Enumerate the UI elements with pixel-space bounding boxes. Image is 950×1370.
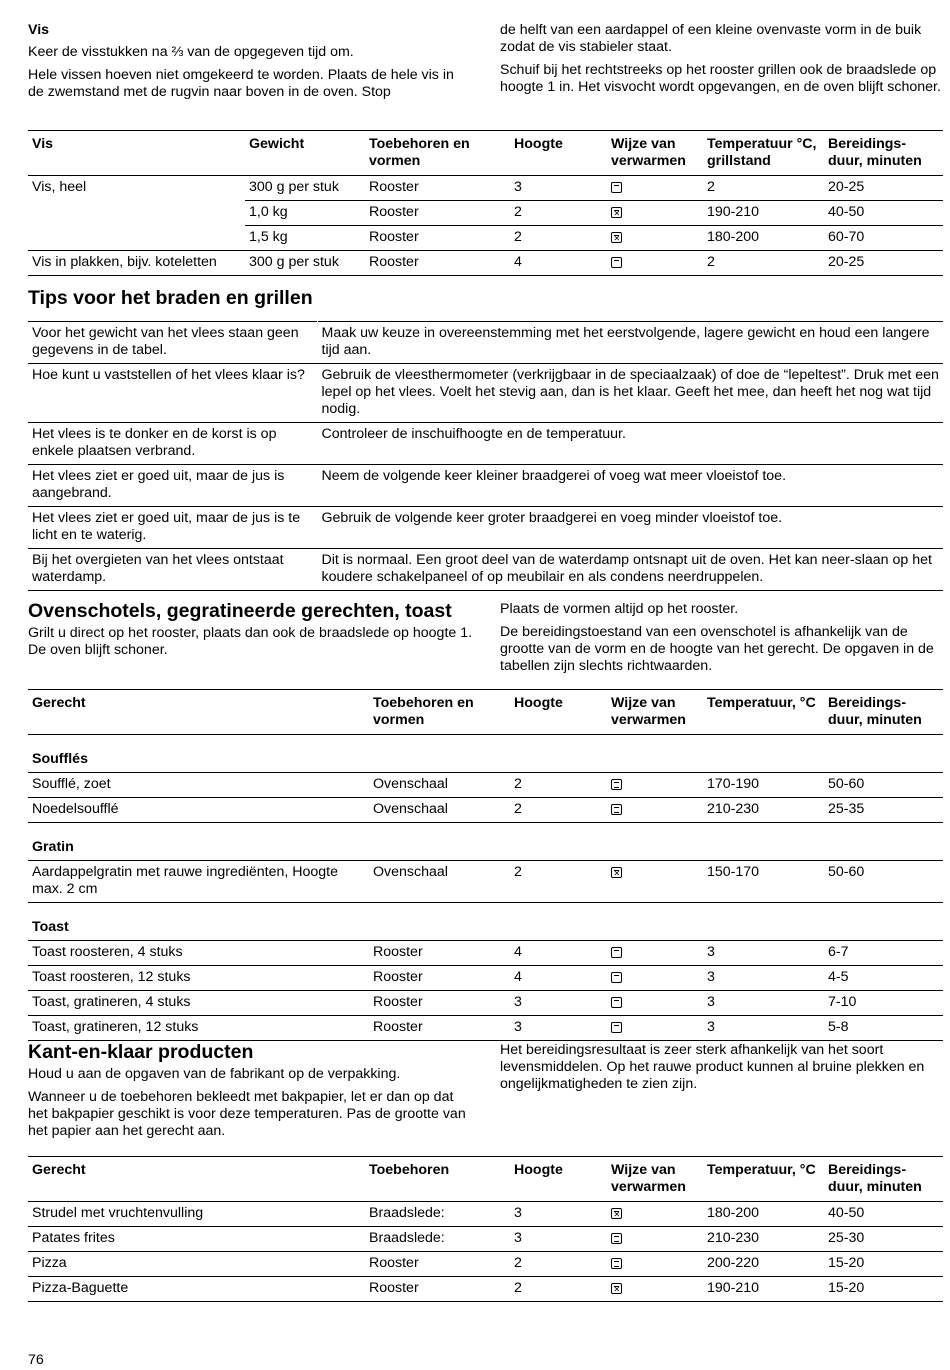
- group-title: Soufflés: [28, 735, 943, 773]
- oven-heading: Ovenschotels, gegratineerde gerechten, toast: [28, 600, 452, 622]
- heating-mode: [607, 966, 703, 991]
- vis-paragraph-4: Schuif bij het rechtstreeks op het rooster grillen ook de braadslede op hoogte 1 in. Het visvocht wordt opgevangen, en de oven blijft schoner.: [500, 62, 941, 95]
- level: 3: [510, 176, 607, 201]
- col-header: Toebehoren en vormen: [369, 136, 470, 169]
- heating-mode: [607, 941, 703, 966]
- dish-name: Pizza-Baguette: [28, 1277, 365, 1302]
- tips-row: [28, 549, 943, 591]
- duration: 25-35: [824, 798, 943, 823]
- accessory: Rooster: [369, 966, 510, 991]
- dish-name: Pizza: [28, 1252, 365, 1277]
- tip-answer: Neem de volgende keer kleiner braadgerei of voeg wat meer vloeistof toe.: [317, 465, 943, 507]
- tips-row: [28, 507, 943, 549]
- table-row: [28, 798, 943, 823]
- duration: 50-60: [824, 773, 943, 798]
- level: 2: [510, 1252, 607, 1277]
- grill-icon: [611, 182, 622, 193]
- accessory: Ovenschaal: [369, 861, 510, 903]
- oven-paragraph-2: Plaats de vormen altijd op het rooster.: [500, 601, 739, 617]
- group-title: Toast: [28, 903, 943, 941]
- temperature: 2: [703, 176, 824, 201]
- group-row: [28, 903, 943, 941]
- table-row: [28, 991, 943, 1016]
- tip-question: Voor het gewicht van het vlees staan geen gegevens in de tabel.: [28, 322, 317, 364]
- duration: 6-7: [824, 941, 943, 966]
- duration: 40-50: [824, 201, 943, 226]
- tips-row: [28, 364, 943, 423]
- kant-paragraph-3: Het bereidingsresultaat is zeer sterk afhankelijk van het soort levensmiddelen. Op het rauwe product kunnen al bruine plekken en ongelijkmatigheden te zien zijn.: [500, 1042, 925, 1092]
- grill-icon: [611, 257, 622, 268]
- table-row: [28, 773, 943, 798]
- duration: 5-8: [824, 1016, 943, 1041]
- oven-paragraph-1: Grilt u direct op het rooster, plaats dan ook de braadslede op hoogte 1. De oven blijft schoner.: [28, 625, 473, 658]
- temperature: 210-230: [703, 798, 824, 823]
- level: 4: [510, 941, 607, 966]
- grill-icon: [611, 997, 622, 1008]
- dish-name: Toast roosteren, 4 stuks: [28, 941, 369, 966]
- group-row: [28, 823, 943, 861]
- dish-name: Strudel met vruchtenvulling: [28, 1202, 365, 1227]
- tip-answer: Controleer de inschuifhoogte en de temperatuur.: [317, 423, 943, 465]
- tip-answer: Maak uw keuze in overeenstemming met het eerstvolgende, lagere gewicht en houd een langere tijd aan.: [317, 322, 943, 364]
- temperature: 210-230: [703, 1227, 824, 1252]
- table-row: [28, 226, 943, 251]
- heating-mode: [607, 1277, 703, 1302]
- oven-paragraph-3: De bereidingstoestand van een ovenschotel is afhankelijk van de grootte van de vorm en de hoogte van het gerecht. De opgaven in de tabellen zijn slechts richtwaarden.: [500, 624, 934, 674]
- dish-name: Toast, gratineren, 12 stuks: [28, 1016, 369, 1041]
- tip-answer: Dit is normaal. Een groot deel van de waterdamp ontsnapt uit de oven. Het kan neer-slaan op het koudere schakelpaneel of op meubilair en als condens neerdruppelen.: [317, 549, 943, 591]
- oven-table: [28, 689, 943, 1041]
- group-title: Gratin: [28, 823, 943, 861]
- grill-icon: [611, 1022, 622, 1033]
- tips-heading: Tips voor het braden en grillen: [28, 287, 313, 309]
- fan-grill-icon: ✕: [611, 207, 622, 218]
- vis-table: [28, 130, 943, 276]
- temperature: 200-220: [703, 1252, 824, 1277]
- page-number: 76: [28, 1352, 44, 1368]
- duration: 50-60: [824, 861, 943, 903]
- kant-heading: Kant-en-klaar producten: [28, 1041, 254, 1063]
- accessory: Rooster: [365, 226, 510, 251]
- vis-paragraph-1: Keer de visstukken na ⅔ van de opgegeven tijd om.: [28, 44, 354, 60]
- grill-icon: [611, 972, 622, 983]
- heating-mode: [607, 1202, 703, 1227]
- accessory: Ovenschaal: [369, 798, 510, 823]
- heating-mode: [607, 201, 703, 226]
- table-row: [28, 966, 943, 991]
- level: 2: [510, 226, 607, 251]
- heating-mode: [607, 1252, 703, 1277]
- group-row: [28, 735, 943, 773]
- duration: 40-50: [824, 1202, 943, 1227]
- kant-intro-left: [28, 1041, 473, 1146]
- temperature: 3: [703, 991, 824, 1016]
- top-bottom-heat-icon: [611, 1258, 622, 1269]
- heating-mode: [607, 991, 703, 1016]
- accessory: Ovenschaal: [369, 773, 510, 798]
- col-header: Gerecht: [32, 695, 86, 711]
- level: 3: [510, 991, 607, 1016]
- vis-paragraph-2: Hele vissen hoeven niet omgekeerd te worden. Plaats de hele vis in de zwemstand met de rugvin naar boven in de oven. Stop: [28, 67, 454, 100]
- col-header: Bereidings-duur, minuten: [828, 136, 922, 169]
- accessory: Rooster: [365, 251, 510, 276]
- table-row: [28, 1202, 943, 1227]
- table-row: [28, 1252, 943, 1277]
- level: 3: [510, 1202, 607, 1227]
- duration: 25-30: [824, 1227, 943, 1252]
- temperature: 190-210: [703, 1277, 824, 1302]
- kant-table: [28, 1156, 943, 1302]
- accessory: Rooster: [365, 176, 510, 201]
- heating-mode: [607, 1227, 703, 1252]
- fish-name: [28, 226, 245, 251]
- col-header: Bereidings-duur, minuten: [828, 1162, 922, 1195]
- accessory: Rooster: [369, 941, 510, 966]
- kant-intro-right: [500, 1042, 942, 1099]
- table-row: [28, 1227, 943, 1252]
- accessory: Rooster: [365, 1277, 510, 1302]
- vis-intro-right: [500, 22, 942, 102]
- heating-mode: [607, 798, 703, 823]
- oven-intro-right: [500, 601, 942, 681]
- tip-question: Hoe kunt u vaststellen of het vlees klaar is?: [28, 364, 317, 423]
- fish-name: Vis, heel: [32, 179, 87, 195]
- fan-grill-icon: ✕: [611, 232, 622, 243]
- tips-row: [28, 322, 943, 364]
- temperature: 3: [703, 941, 824, 966]
- weight: 1,0 kg: [245, 201, 365, 226]
- col-header: Wijze van verwarmen: [611, 695, 686, 728]
- tip-question: Het vlees is te donker en de korst is op enkele plaatsen verbrand.: [28, 423, 317, 465]
- weight: 300 g per stuk: [245, 176, 365, 201]
- col-header: Temperatuur, °C: [707, 695, 816, 711]
- level: 3: [510, 1227, 607, 1252]
- temperature: 3: [703, 966, 824, 991]
- col-header: Gerecht: [32, 1162, 86, 1178]
- vis-intro-left: [28, 22, 473, 107]
- temperature: 180-200: [703, 1202, 824, 1227]
- duration: 20-25: [824, 176, 943, 201]
- kant-paragraph-1: Houd u aan de opgaven van de fabrikant op de verpakking.: [28, 1066, 401, 1082]
- accessory: Rooster: [369, 991, 510, 1016]
- duration: 60-70: [824, 226, 943, 251]
- col-header: Gewicht: [249, 136, 305, 152]
- table-row: [28, 201, 943, 226]
- col-header: Hoogte: [514, 1162, 563, 1178]
- accessory: Rooster: [365, 201, 510, 226]
- accessory: Rooster: [369, 1016, 510, 1041]
- level: 2: [510, 201, 607, 226]
- top-bottom-heat-icon: [611, 1233, 622, 1244]
- table-row: [28, 861, 943, 903]
- tips-table: [28, 321, 943, 591]
- col-header: Toebehoren: [369, 1162, 450, 1178]
- dish-name: Aardappelgratin met rauwe ingrediënten, Hoogte max. 2 cm: [28, 861, 369, 903]
- dish-name: Toast, gratineren, 4 stuks: [28, 991, 369, 1016]
- tips-row: [28, 465, 943, 507]
- table-row: [28, 251, 943, 276]
- duration: 15-20: [824, 1277, 943, 1302]
- tip-question: Het vlees ziet er goed uit, maar de jus is te licht en te waterig.: [28, 507, 317, 549]
- heating-mode: [607, 251, 703, 276]
- dish-name: Noedelsoufflé: [28, 798, 369, 823]
- duration: 15-20: [824, 1252, 943, 1277]
- tip-question: Bij het overgieten van het vlees ontstaat waterdamp.: [28, 549, 317, 591]
- vis-heading: Vis: [28, 22, 50, 38]
- col-header: Hoogte: [514, 695, 563, 711]
- temperature: 3: [703, 1016, 824, 1041]
- col-header: Bereidings-duur, minuten: [828, 695, 922, 728]
- level: 2: [510, 773, 607, 798]
- table-row: [28, 1277, 943, 1302]
- heating-mode: [607, 176, 703, 201]
- col-header: Temperatuur, °C: [707, 1162, 816, 1178]
- accessory: Braadslede:: [365, 1202, 510, 1227]
- accessory: Rooster: [365, 1252, 510, 1277]
- level: 3: [510, 1016, 607, 1041]
- col-header: Hoogte: [514, 136, 563, 152]
- col-header: Vis: [32, 136, 54, 152]
- temperature: 150-170: [703, 861, 824, 903]
- temperature: 170-190: [703, 773, 824, 798]
- temperature: 2: [703, 251, 824, 276]
- duration: 7-10: [824, 991, 943, 1016]
- vis-paragraph-3: de helft van een aardappel of een kleine ovenvaste vorm in de buik zodat de vis stabieler staat.: [500, 22, 922, 55]
- level: 2: [510, 798, 607, 823]
- table-row: [28, 176, 943, 201]
- fish-name: [28, 201, 245, 226]
- grill-icon: [611, 947, 622, 958]
- weight: 1,5 kg: [245, 226, 365, 251]
- table-row: [28, 1016, 943, 1041]
- fish-name: Vis in plakken, bijv. koteletten: [28, 251, 245, 276]
- table-row: [28, 941, 943, 966]
- dish-name: Patates frites: [28, 1227, 365, 1252]
- level: 2: [510, 1277, 607, 1302]
- tip-question: Het vlees ziet er goed uit, maar de jus is aangebrand.: [28, 465, 317, 507]
- heating-mode: [607, 226, 703, 251]
- temperature: 190-210: [703, 201, 824, 226]
- accessory: Braadslede:: [365, 1227, 510, 1252]
- col-header: Toebehoren en vormen: [373, 695, 474, 728]
- duration: 20-25: [824, 251, 943, 276]
- heating-mode: [607, 1016, 703, 1041]
- level: 2: [510, 861, 607, 903]
- oven-intro-left: [28, 600, 473, 665]
- col-header: Wijze van verwarmen: [611, 1162, 686, 1195]
- dish-name: Soufflé, zoet: [28, 773, 369, 798]
- weight: 300 g per stuk: [245, 251, 365, 276]
- col-header: Wijze van verwarmen: [611, 136, 686, 169]
- tips-row: [28, 423, 943, 465]
- top-bottom-heat-icon: [611, 804, 622, 815]
- dish-name: Toast roosteren, 12 stuks: [28, 966, 369, 991]
- tip-answer: Gebruik de volgende keer groter braadgerei en voeg minder vloeistof toe.: [317, 507, 943, 549]
- heating-mode: [607, 773, 703, 798]
- fan-grill-icon: ✕: [611, 1283, 622, 1294]
- level: 4: [510, 966, 607, 991]
- level: 4: [510, 251, 607, 276]
- temperature: 180-200: [703, 226, 824, 251]
- top-bottom-heat-icon: [611, 779, 622, 790]
- fan-grill-icon: ✕: [611, 867, 622, 878]
- fan-grill-icon: ✕: [611, 1208, 622, 1219]
- tips-section: [28, 287, 628, 312]
- heating-mode: [607, 861, 703, 903]
- duration: 4-5: [824, 966, 943, 991]
- tip-answer: Gebruik de vleesthermometer (verkrijgbaar in de speciaalzaak) of doe de “lepeltest”. Druk met een lepel op het vlees. Voelt het stevig aan, dan is het klaar. Geeft het mee, dan heeft het nog wat tijd nodig.: [317, 364, 943, 423]
- col-header: Temperatuur °C, grillstand: [707, 136, 817, 169]
- kant-paragraph-2: Wanneer u de toebehoren bekleedt met bakpapier, let er dan op dat het bakpapier geschikt is voor deze temperaturen. Pas de grootte van het papier aan het gerecht aan.: [28, 1089, 466, 1139]
